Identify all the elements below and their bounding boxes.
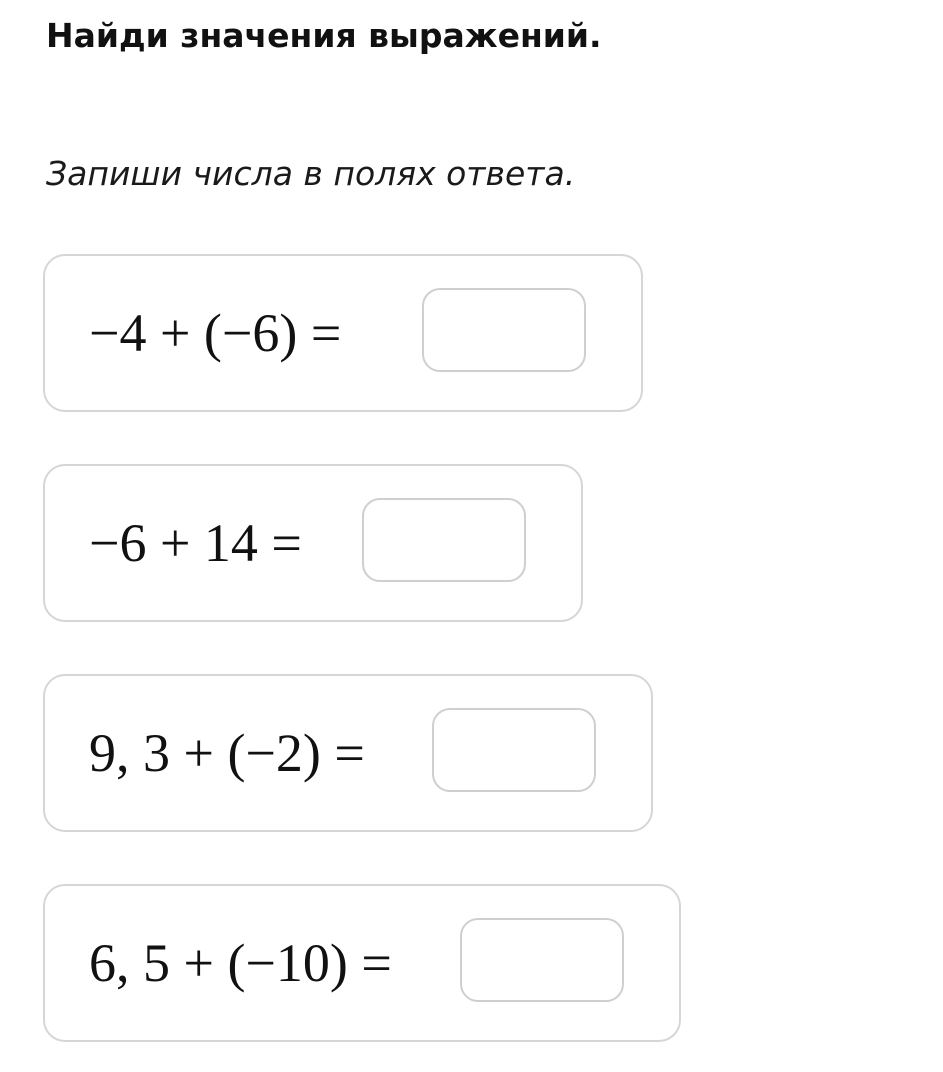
expression-text-2: −6 + 14 =	[89, 513, 302, 573]
expression-card-2	[43, 464, 583, 622]
task-title: Найди значения выражений.	[46, 16, 602, 55]
expression-card-3	[43, 674, 653, 832]
task-instruction: Запиши числа в полях ответа.	[46, 154, 576, 193]
expression-text-4: 6, 5 + (−10) =	[89, 933, 392, 993]
answer-field-4[interactable]	[460, 918, 624, 1002]
expression-card-1	[43, 254, 643, 412]
expression-card-4	[43, 884, 681, 1042]
expression-text-1: −4 + (−6) =	[89, 303, 342, 363]
answer-field-1[interactable]	[422, 288, 586, 372]
answer-field-3[interactable]	[432, 708, 596, 792]
answer-field-2[interactable]	[362, 498, 526, 582]
expression-text-3: 9, 3 + (−2) =	[89, 723, 365, 783]
